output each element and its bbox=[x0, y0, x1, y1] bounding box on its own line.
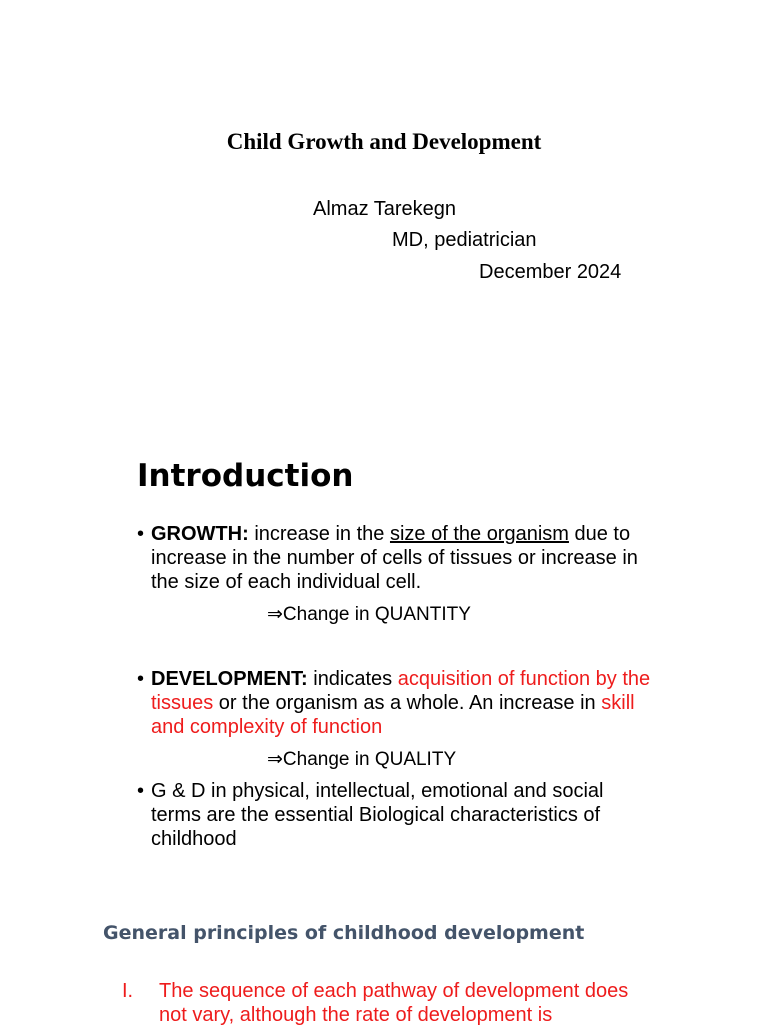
growth-bullet bbox=[137, 522, 657, 594]
bullet-marker: • bbox=[137, 523, 145, 545]
growth-quantity-note: ⇒Change in QUANTITY bbox=[267, 604, 471, 625]
gd-bullet bbox=[137, 779, 657, 851]
development-highlight-function: acquisition of function by the tissues bbox=[151, 668, 651, 714]
growth-text-pre: increase in the bbox=[248, 523, 390, 545]
author-role: MD, pediatrician bbox=[392, 229, 537, 251]
principle-item bbox=[122, 979, 652, 1027]
development-text-pre: indicates bbox=[307, 668, 398, 690]
growth-underlined-phrase: size of the organism bbox=[389, 523, 569, 545]
bullet-marker: • bbox=[137, 780, 145, 802]
introduction-heading: Introduction bbox=[137, 458, 354, 494]
development-definition bbox=[151, 667, 657, 739]
document-title: Child Growth and Development bbox=[226, 129, 542, 154]
gd-characteristics-text: G & D in physical, intellectual, emotional and social terms are the essential Biological characteristics of childhood bbox=[151, 780, 604, 850]
growth-term: GROWTH: bbox=[151, 523, 249, 545]
development-text-mid: or the organism as a whole. An increase in bbox=[213, 692, 602, 714]
principles-heading: General principles of childhood development bbox=[103, 922, 585, 944]
growth-definition bbox=[151, 522, 657, 594]
development-quality-note: ⇒Change in QUALITY bbox=[267, 749, 457, 770]
development-term: DEVELOPMENT: bbox=[151, 668, 308, 690]
principle-text: The sequence of each pathway of development does not vary, although the rate of development is bbox=[159, 980, 629, 1026]
development-highlight-skill: skill and complexity of function bbox=[151, 692, 635, 738]
principle-number: I. bbox=[122, 980, 134, 1002]
author-name: Almaz Tarekegn bbox=[313, 198, 457, 220]
presentation-date: December 2024 bbox=[479, 261, 622, 283]
development-bullet bbox=[137, 667, 657, 739]
growth-text-post: due to increase in the number of cells of tissues or increase in the size of each individual cell. bbox=[151, 523, 638, 593]
bullet-marker: • bbox=[137, 668, 145, 690]
